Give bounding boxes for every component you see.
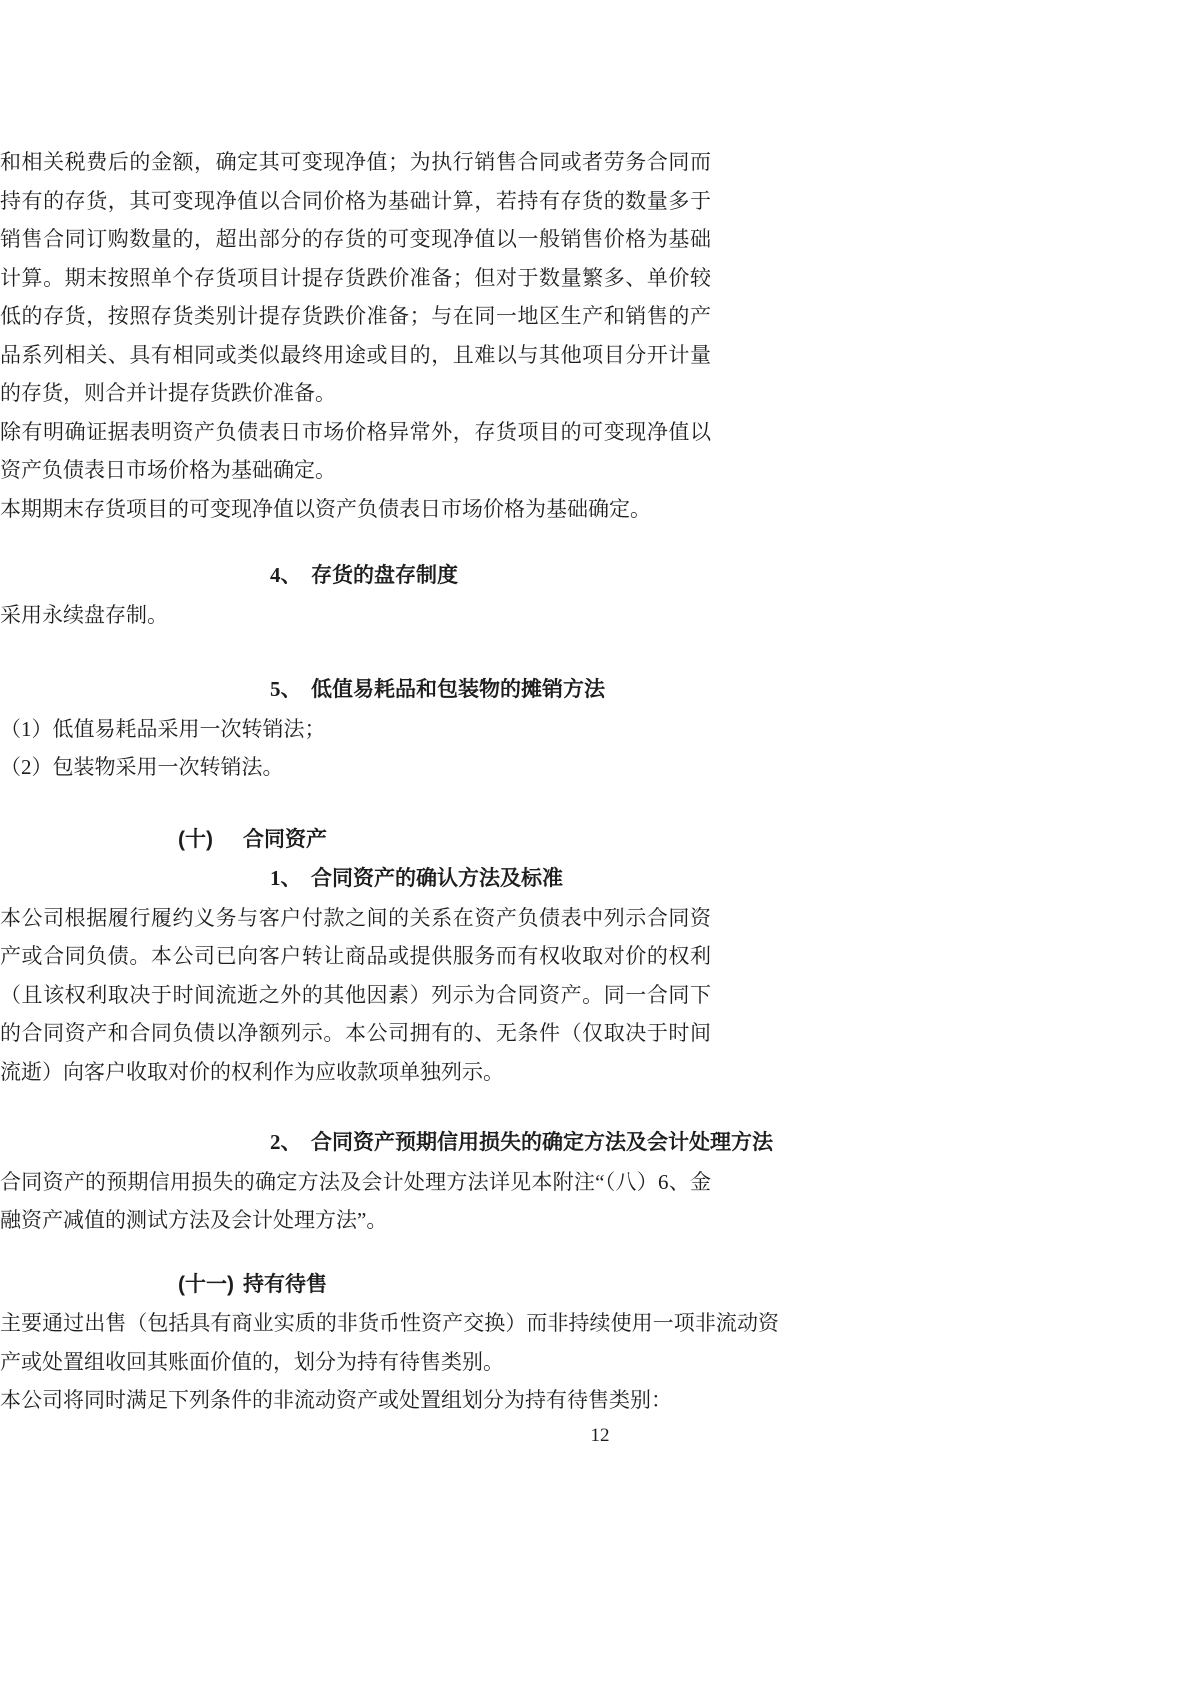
heading-section-11 [0, 1266, 1200, 1305]
section-10-item-2-number: 2、 [270, 1130, 302, 1154]
paragraph-item-5-line-2: （2）包装物采用一次转销法。 [0, 755, 284, 779]
section-10-item-2-title: 合同资产预期信用损失的确定方法及会计处理方法 [311, 1131, 773, 1154]
paragraph-item-4-body: 采用永续盘存制。 [0, 602, 168, 627]
paragraph-inventory-nrv-3: 本期期末存货项目的可变现净值以资产负债表日市场价格为基础确定。 [0, 496, 651, 521]
item-4-title: 存货的盘存制度 [311, 564, 458, 587]
paragraph-inventory-nrv-1: 和相关税费后的金额，确定其可变现净值；为执行销售合同或者劳务合同而持有的存货，其可变现净值以合同价格为基础计算，若持有存货的数量多于销售合同订购数量的，超出部分的存货的可变现净值以一般销售价格为基础计算。期末按照单个存货项目计提存货跌价准备；但对于数量繁多、单价较低的存货，按照存货类别计提存货跌价准备；与在同一地区生产和销售的产品系列相关、具有相同或类似最终用途或目的，且难以与其他项目分开计量的存货，则合并计提存货跌价准备。 [0, 150, 711, 405]
heading-section-10 [0, 821, 1200, 860]
paragraph-inventory-nrv-2: 除有明确证据表明资产负债表日市场价格异常外，存货项目的可变现净值以资产负债表日市场价格为基础确定。 [0, 419, 711, 482]
paragraph-section-11-body-1: 主要通过出售（包括具有商业实质的非货币性资产交换）而非持续使用一项非流动资产或处置组收回其账面价值的，划分为持有待售类别。 [0, 1311, 779, 1374]
heading-section-10-item-1 [0, 859, 1200, 899]
heading-item-4 [0, 556, 1200, 596]
page-number: 12 [590, 1425, 610, 1446]
heading-item-5 [0, 670, 1200, 710]
section-10-marker: (十) [178, 827, 213, 851]
paragraph-section-11-body-2: 本公司将同时满足下列条件的非流动资产或处置组划分为持有待售类别： [0, 1388, 672, 1412]
item-5-title: 低值易耗品和包装物的摊销方法 [311, 678, 605, 701]
paragraph-item-5-line-1: （1）低值易耗品采用一次转销法； [0, 716, 326, 741]
heading-section-10-item-2 [0, 1123, 1200, 1163]
item-4-number: 4、 [270, 563, 302, 587]
section-11-marker: (十一) [178, 1272, 234, 1296]
paragraph-section-10-item-2-body: 合同资产的预期信用损失的确定方法及会计处理方法详见本附注“（八）6、金融资产减值的测试方法及会计处理方法”。 [0, 1169, 711, 1232]
section-10-item-1-title: 合同资产的确认方法及标准 [311, 867, 563, 890]
item-5-number: 5、 [270, 677, 302, 701]
section-10-title: 合同资产 [243, 827, 327, 851]
section-11-title: 持有待售 [243, 1272, 327, 1296]
section-10-item-1-number: 1、 [270, 866, 302, 890]
paragraph-section-10-item-1-body: 本公司根据履行履约义务与客户付款之间的关系在资产负债表中列示合同资产或合同负债。本公司已向客户转让商品或提供服务而有权收取对价的权利（且该权利取决于时间流逝之外的其他因素）列示为合同资产。同一合同下的合同资产和合同负债以净额列示。本公司拥有的、无条件（仅取决于时间流逝）向客户收取对价的权利作为应收款项单独列示。 [0, 905, 711, 1084]
